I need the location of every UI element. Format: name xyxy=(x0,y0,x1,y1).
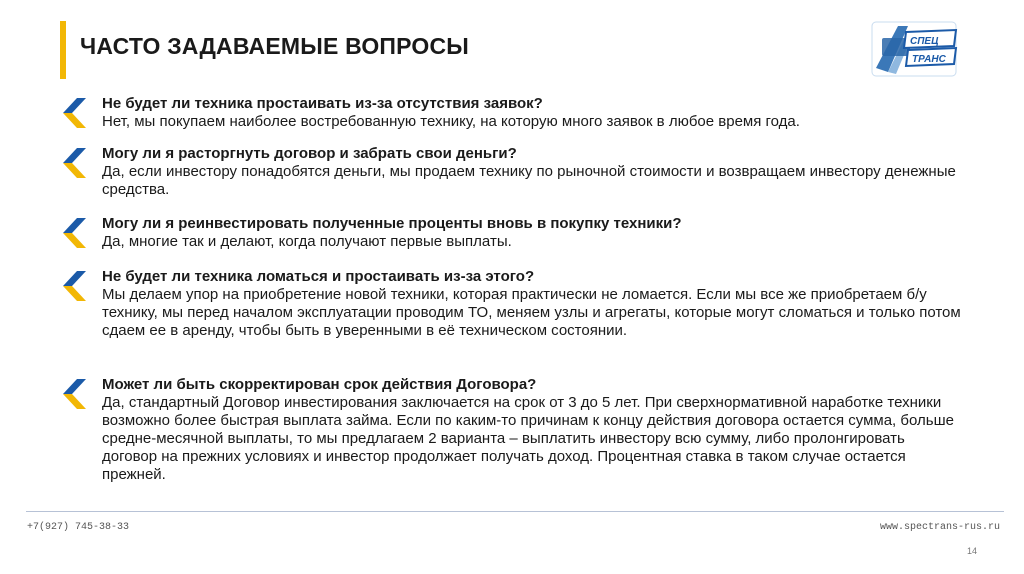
footer-phone: +7(927) 745-38-33 xyxy=(27,522,130,533)
footer-website[interactable]: www.spectrans-rus.ru xyxy=(879,522,1000,533)
faq-answer: Да, стандартный Договор инвестирования заключается на срок от 3 до 5 лет. При сверхнормативной наработке техники возможно более быстрая выплата займа. Если по каким-то причинам к концу действия договора остается сумма, больше средне-месячной выплаты, то мы предлагаем 2 варианта – выплатить инвестору всю сумму, либо пролонгировать договор на прежних условиях и инвестор продолжает получать доход. Процентная ставка в таком случае остается прежней. xyxy=(102,394,954,483)
faq-item xyxy=(62,145,962,215)
faq-answer: Мы делаем упор на приобретение новой техники, которая практически не ломается. Если мы все же приобретаем б/у технику, мы перед началом эксплуатации проводим ТО, меняем узлы и агрегаты, которые могут сломаться и только потом сдаем ее в аренду, чтобы быть в уверенными в её техническом состоянии. xyxy=(102,286,961,339)
chevron-icon xyxy=(62,218,88,248)
chevron-icon xyxy=(62,98,88,128)
faq-list xyxy=(62,95,962,484)
faq-question: Не будет ли техника простаивать из-за отсутствия заявок? xyxy=(102,95,543,112)
faq-item xyxy=(62,376,962,484)
chevron-icon xyxy=(62,379,88,409)
faq-question: Может ли быть скорректирован срок действия Договора? xyxy=(102,376,537,393)
title-accent-bar xyxy=(60,21,66,79)
page-number: 14 xyxy=(966,546,977,556)
faq-question: Не будет ли техника ломаться и простаивать из-за этого? xyxy=(102,268,535,285)
chevron-icon xyxy=(62,271,88,301)
faq-question: Могу ли я расторгнуть договор и забрать свои деньги? xyxy=(102,145,517,162)
svg-text:ТРАНС: ТРАНС xyxy=(912,54,946,65)
footer-divider xyxy=(26,511,1004,512)
faq-question: Могу ли я реинвестировать полученные проценты вновь в покупку техники? xyxy=(102,215,682,232)
svg-text:СПЕЦ: СПЕЦ xyxy=(910,36,939,47)
page-title: ЧАСТО ЗАДАВАЕМЫЕ ВОПРОСЫ xyxy=(80,33,469,59)
faq-item xyxy=(62,95,962,145)
faq-answer: Да, многие так и делают, когда получают первые выплаты. xyxy=(102,233,512,250)
faq-item xyxy=(62,215,962,268)
faq-answer: Нет, мы покупаем наиболее востребованную технику, на которую много заявок в любое время года. xyxy=(102,113,800,130)
spectrans-logo xyxy=(868,16,960,82)
faq-item xyxy=(62,268,962,376)
faq-answer: Да, если инвестору понадобятся деньги, мы продаем технику по рыночной стоимости и возвращаем инвестору денежные средства. xyxy=(102,163,956,198)
chevron-icon xyxy=(62,148,88,178)
